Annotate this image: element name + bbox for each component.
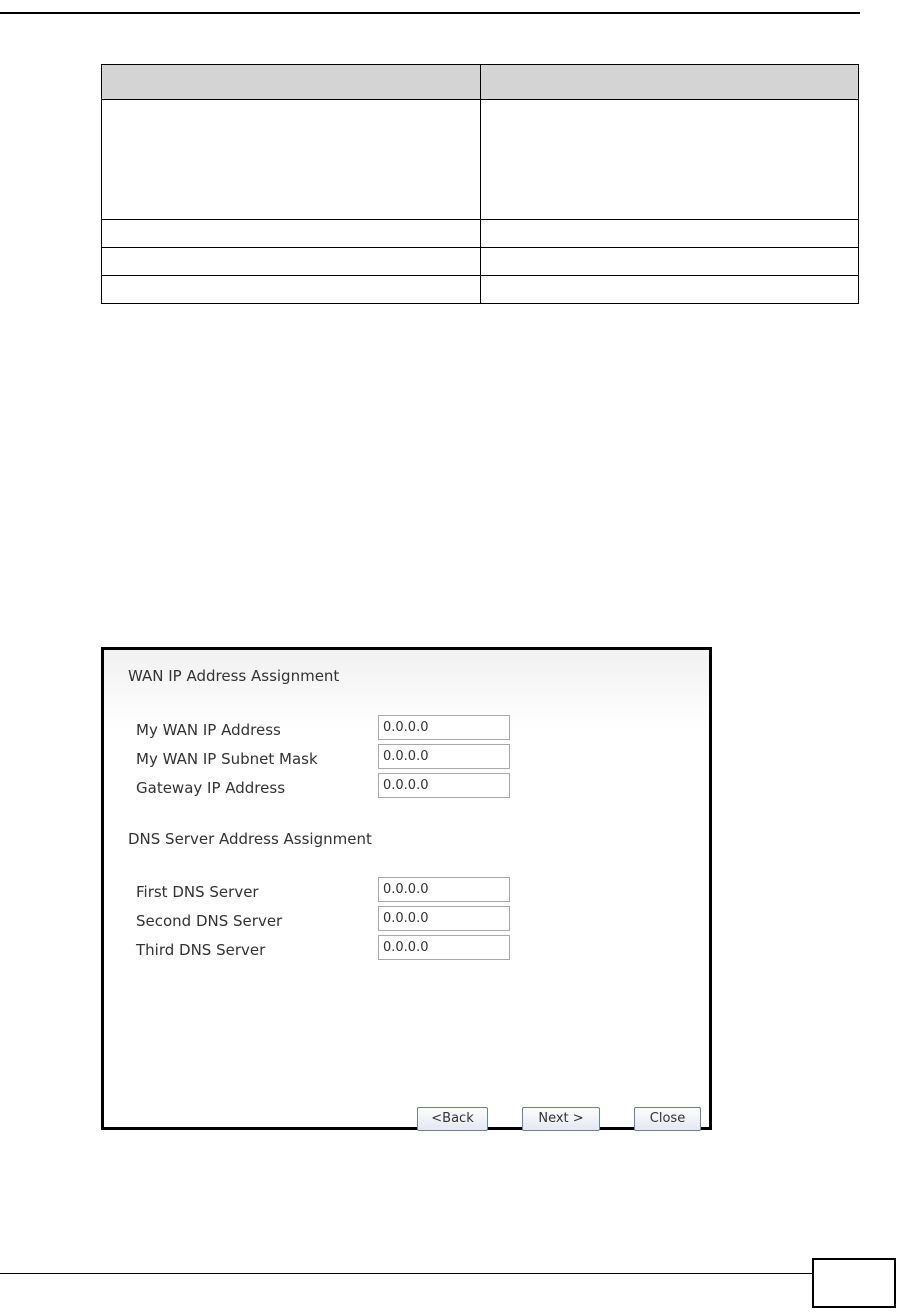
- table-cell-description: [480, 276, 859, 304]
- table-cell-description: [480, 248, 859, 276]
- doc-table: [101, 64, 859, 304]
- wan-ip-address-label: My WAN IP Address: [136, 721, 281, 739]
- table-row: [102, 220, 859, 248]
- table-header-description: [480, 65, 859, 100]
- table-cell-description: [480, 220, 859, 248]
- table-cell-label: [102, 220, 481, 248]
- page-number-box: [812, 1258, 896, 1308]
- close-button[interactable]: Close: [634, 1107, 701, 1131]
- first-dns-server-label: First DNS Server: [136, 883, 259, 901]
- footer-rule: [0, 1273, 812, 1274]
- table-row: [102, 100, 859, 220]
- table-cell-label: [102, 248, 481, 276]
- second-dns-server-input[interactable]: [378, 906, 510, 931]
- table-header-label: [102, 65, 481, 100]
- wan-ip-address-input[interactable]: [378, 715, 510, 740]
- second-dns-server-label: Second DNS Server: [136, 912, 283, 930]
- table-row: [102, 248, 859, 276]
- table-cell-description: [480, 100, 859, 220]
- wan-section-title: WAN IP Address Assignment: [128, 667, 340, 685]
- next-button[interactable]: Next >: [522, 1107, 600, 1131]
- first-dns-server-input[interactable]: [378, 877, 510, 902]
- third-dns-server-input[interactable]: [378, 935, 510, 960]
- dns-section-title: DNS Server Address Assignment: [128, 830, 372, 848]
- third-dns-server-label: Third DNS Server: [136, 941, 266, 959]
- table-cell-label: [102, 100, 481, 220]
- wan-subnet-mask-label: My WAN IP Subnet Mask: [136, 750, 318, 768]
- table-row: [102, 276, 859, 304]
- gateway-ip-address-input[interactable]: [378, 773, 510, 798]
- wan-setup-dialog: [101, 647, 712, 1130]
- back-button[interactable]: <Back: [417, 1107, 488, 1131]
- header-rule: [0, 12, 860, 14]
- table-header-row: [102, 65, 859, 100]
- wan-subnet-mask-input[interactable]: [378, 744, 510, 769]
- gateway-ip-address-label: Gateway IP Address: [136, 779, 286, 797]
- table-cell-label: [102, 276, 481, 304]
